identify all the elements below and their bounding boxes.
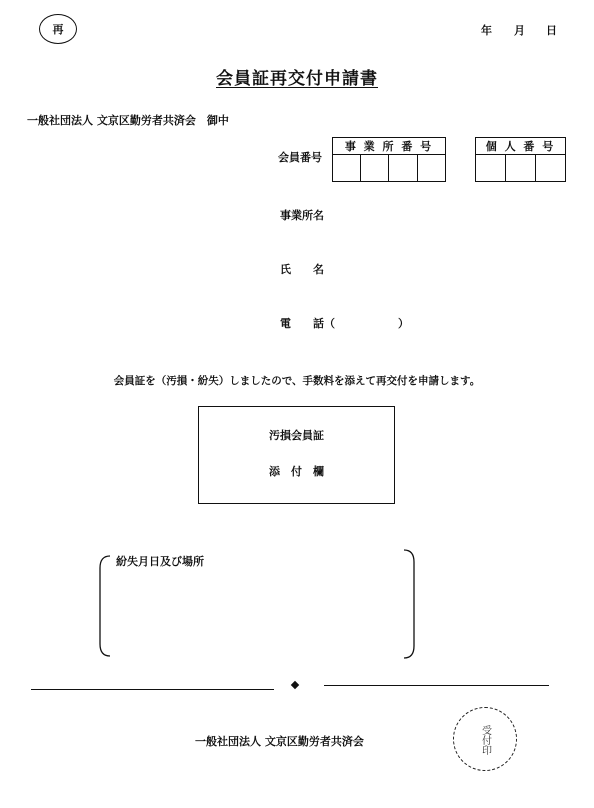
divider-left [31, 689, 274, 690]
personal-number-cell[interactable] [506, 155, 536, 182]
personal-number-cell[interactable] [476, 155, 506, 182]
office-number-table [332, 137, 446, 182]
reception-stamp-text: 受付印 [479, 725, 491, 755]
personal-number-cell[interactable] [536, 155, 566, 182]
reissue-badge [39, 14, 77, 44]
phone-close-paren: ） [398, 317, 409, 330]
application-statement: 会員証を（汚損・紛失）しましたので、手数料を添えて再交付を申請します。 [113, 375, 481, 387]
attachment-line-1: 汚損会員証 [269, 429, 324, 442]
personal-number-header: 個 人 番 号 [476, 138, 566, 155]
date-month: 月 [514, 24, 525, 37]
office-number-header: 事 業 所 番 号 [333, 138, 446, 155]
office-number-cell[interactable] [333, 155, 361, 182]
loss-details-label: 紛失月日及び場所 [116, 555, 204, 568]
footer-organization: 一般社団法人 文京区勤労者共済会 [195, 735, 364, 748]
attachment-line-2: 添 付 欄 [269, 465, 324, 478]
form-title: 会員証再交付申請書 [216, 69, 378, 89]
reissue-badge-text: 再 [52, 23, 64, 36]
attachment-box [198, 406, 395, 504]
divider-right [324, 685, 549, 686]
office-number-cell[interactable] [417, 155, 445, 182]
office-name-label: 事業所名 [280, 209, 324, 222]
personal-number-table [475, 137, 566, 182]
office-number-cell[interactable] [361, 155, 389, 182]
office-number-cell[interactable] [389, 155, 417, 182]
date-year: 年 [481, 24, 492, 37]
addressee: 一般社団法人 文京区勤労者共済会 御中 [27, 114, 229, 127]
name-label: 氏 名 [280, 263, 324, 276]
divider-diamond [291, 681, 299, 689]
member-number-label: 会員番号 [278, 151, 322, 164]
phone-label: 電 話（ [280, 317, 335, 330]
date-day: 日 [546, 24, 557, 37]
loss-details-input-area[interactable] [100, 566, 414, 656]
